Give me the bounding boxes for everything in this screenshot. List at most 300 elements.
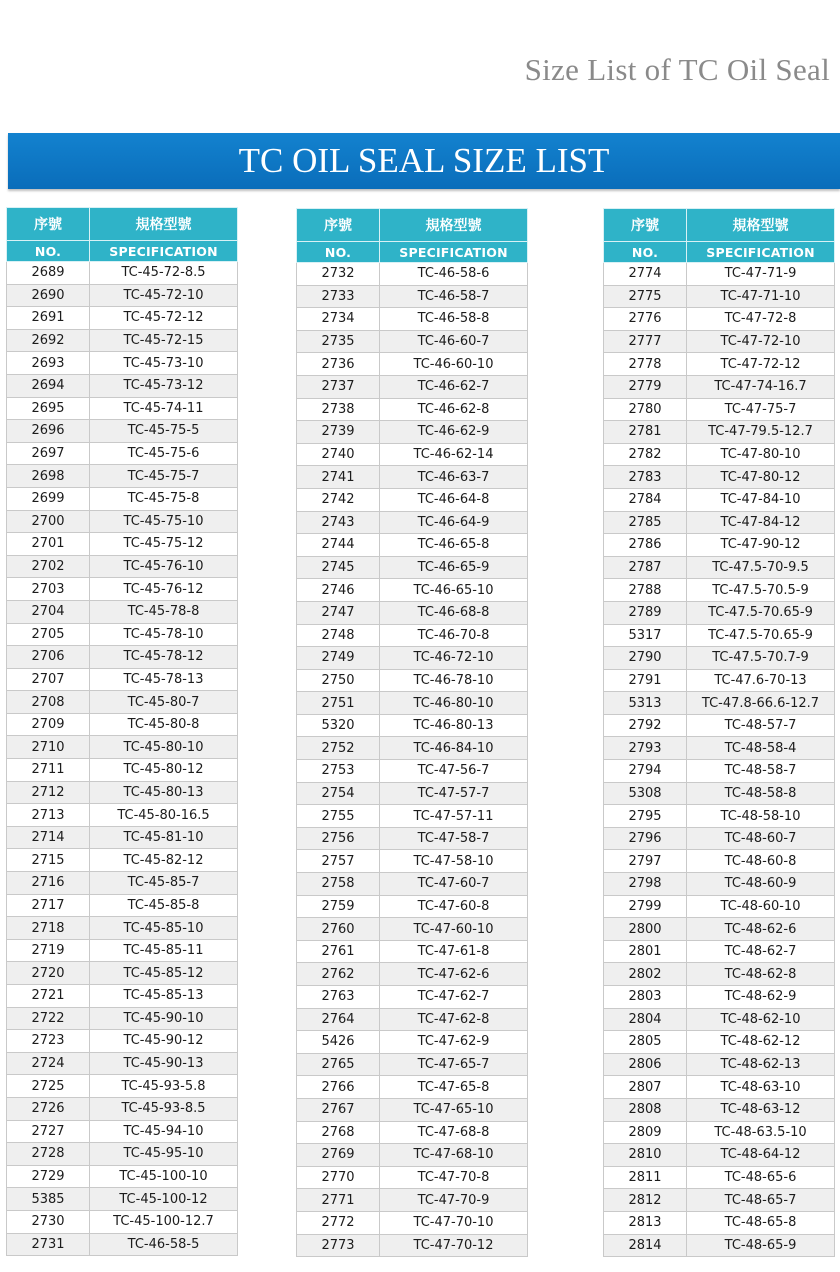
seal-spec-cell: TC-47.8-66.6-12.7	[687, 692, 835, 715]
seal-number-cell: 2801	[604, 940, 687, 963]
seal-number-cell: 2732	[297, 263, 380, 286]
seal-spec-cell: TC-47.5-70.65-9	[687, 601, 835, 624]
table-row	[7, 691, 238, 714]
seal-number-cell: 2702	[7, 555, 90, 578]
seal-number-cell: 2714	[7, 826, 90, 849]
table-row	[297, 827, 528, 850]
table-row	[604, 1008, 835, 1031]
seal-spec-cell: TC-45-85-12	[90, 962, 238, 985]
seal-spec-cell: TC-48-58-4	[687, 737, 835, 760]
seal-spec-cell: TC-47-56-7	[380, 760, 528, 783]
table-row	[297, 1234, 528, 1257]
seal-spec-cell: TC-45-73-10	[90, 352, 238, 375]
seal-number-cell: 2735	[297, 330, 380, 353]
seal-number-cell: 2734	[297, 308, 380, 331]
seal-spec-cell: TC-46-65-8	[380, 534, 528, 557]
table-row	[7, 939, 238, 962]
seal-spec-cell: TC-45-76-10	[90, 555, 238, 578]
table-row	[604, 986, 835, 1009]
seal-number-cell: 2749	[297, 647, 380, 670]
seal-spec-cell: TC-45-72-15	[90, 329, 238, 352]
seal-number-cell: 2781	[604, 421, 687, 444]
table-row	[297, 1144, 528, 1167]
seal-spec-cell: TC-48-65-6	[687, 1166, 835, 1189]
seal-spec-cell: TC-45-82-12	[90, 849, 238, 872]
seal-spec-cell: TC-46-60-10	[380, 353, 528, 376]
seal-spec-cell: TC-45-90-10	[90, 1007, 238, 1030]
seal-spec-cell: TC-47-72-12	[687, 353, 835, 376]
seal-spec-cell: TC-45-94-10	[90, 1120, 238, 1143]
seal-number-cell: 2746	[297, 579, 380, 602]
table-row	[297, 285, 528, 308]
seal-number-cell: 2713	[7, 804, 90, 827]
table-row	[297, 330, 528, 353]
seal-number-cell: 2789	[604, 601, 687, 624]
table-row	[604, 624, 835, 647]
seal-number-cell: 2802	[604, 963, 687, 986]
table-row	[297, 308, 528, 331]
seal-number-cell: 2740	[297, 443, 380, 466]
seal-number-cell: 2764	[297, 1008, 380, 1031]
table-row	[297, 873, 528, 896]
seal-spec-cell: TC-47-74-16.7	[687, 375, 835, 398]
seal-spec-cell: TC-46-62-9	[380, 421, 528, 444]
seal-number-cell: 2692	[7, 329, 90, 352]
seal-number-cell: 2695	[7, 397, 90, 420]
seal-number-cell: 2808	[604, 1098, 687, 1121]
table-row	[7, 1210, 238, 1233]
table-row	[7, 804, 238, 827]
seal-spec-cell: TC-48-62-12	[687, 1031, 835, 1054]
seal-number-cell: 2712	[7, 781, 90, 804]
seal-number-cell: 5320	[297, 714, 380, 737]
seal-number-cell: 2745	[297, 556, 380, 579]
seal-spec-cell: TC-47-84-12	[687, 511, 835, 534]
seal-number-cell: 2797	[604, 850, 687, 873]
table-row	[297, 511, 528, 534]
seal-number-cell: 2699	[7, 487, 90, 510]
table-row	[297, 579, 528, 602]
table-row	[7, 465, 238, 488]
seal-spec-cell: TC-48-58-7	[687, 760, 835, 783]
seal-number-cell: 2810	[604, 1144, 687, 1167]
seal-spec-cell: TC-45-90-12	[90, 1030, 238, 1053]
table-row	[297, 601, 528, 624]
seal-number-cell: 2770	[297, 1166, 380, 1189]
seal-spec-cell: TC-47-58-7	[380, 827, 528, 850]
seal-spec-cell: TC-48-63-10	[687, 1076, 835, 1099]
seal-spec-cell: TC-47-60-7	[380, 873, 528, 896]
seal-number-cell: 2730	[7, 1210, 90, 1233]
seal-spec-cell: TC-48-58-8	[687, 782, 835, 805]
seal-spec-cell: TC-48-60-7	[687, 827, 835, 850]
seal-spec-cell: TC-46-80-13	[380, 714, 528, 737]
seal-number-cell: 2726	[7, 1097, 90, 1120]
table-row	[297, 760, 528, 783]
seal-number-cell: 2741	[297, 466, 380, 489]
table-row	[604, 534, 835, 557]
table-row	[297, 556, 528, 579]
table-row	[297, 263, 528, 286]
seal-spec-cell: TC-47-70-12	[380, 1234, 528, 1257]
seal-number-cell: 2747	[297, 601, 380, 624]
seal-number-cell: 2813	[604, 1211, 687, 1234]
table-row	[297, 692, 528, 715]
seal-number-cell: 5313	[604, 692, 687, 715]
table-row	[604, 805, 835, 828]
seal-spec-cell: TC-45-74-11	[90, 397, 238, 420]
header-no-cn: 序號	[297, 209, 380, 242]
seal-number-cell: 2787	[604, 556, 687, 579]
table-row	[7, 623, 238, 646]
table-row	[7, 713, 238, 736]
seal-number-cell: 5317	[604, 624, 687, 647]
table-row	[7, 646, 238, 669]
seal-spec-cell: TC-45-85-10	[90, 917, 238, 940]
seal-number-cell: 2743	[297, 511, 380, 534]
seal-number-cell: 2773	[297, 1234, 380, 1257]
header-spec-en: SPECIFICATION	[380, 242, 528, 263]
seal-number-cell: 2812	[604, 1189, 687, 1212]
seal-number-cell: 2718	[7, 917, 90, 940]
table-row	[297, 421, 528, 444]
seal-number-cell: 2751	[297, 692, 380, 715]
seal-spec-cell: TC-48-63-12	[687, 1098, 835, 1121]
table-row	[7, 329, 238, 352]
table-row	[297, 805, 528, 828]
seal-spec-cell: TC-46-62-8	[380, 398, 528, 421]
table-row	[7, 442, 238, 465]
seal-number-cell: 2711	[7, 759, 90, 782]
table-row	[604, 669, 835, 692]
header-no-en: NO.	[297, 242, 380, 263]
seal-number-cell: 2757	[297, 850, 380, 873]
seal-spec-cell: TC-48-58-10	[687, 805, 835, 828]
seal-spec-cell: TC-48-60-10	[687, 895, 835, 918]
seal-spec-cell: TC-47-62-8	[380, 1008, 528, 1031]
table-row	[604, 1234, 835, 1257]
table-row	[297, 1098, 528, 1121]
table-row	[7, 397, 238, 420]
seal-spec-cell: TC-46-70-8	[380, 624, 528, 647]
seal-spec-cell: TC-47-60-8	[380, 895, 528, 918]
seal-number-cell: 2793	[604, 737, 687, 760]
seal-number-cell: 2759	[297, 895, 380, 918]
seal-spec-cell: TC-45-80-16.5	[90, 804, 238, 827]
seal-number-cell: 2744	[297, 534, 380, 557]
seal-spec-cell: TC-47-72-10	[687, 330, 835, 353]
seal-number-cell: 2811	[604, 1166, 687, 1189]
table-row	[7, 1165, 238, 1188]
table-row	[297, 1008, 528, 1031]
seal-spec-cell: TC-46-72-10	[380, 647, 528, 670]
seal-spec-cell: TC-47-70-10	[380, 1211, 528, 1234]
seal-number-cell: 2777	[604, 330, 687, 353]
table-row	[297, 918, 528, 941]
table-row	[7, 668, 238, 691]
seal-spec-cell: TC-45-85-8	[90, 894, 238, 917]
seal-spec-cell: TC-45-78-10	[90, 623, 238, 646]
seal-spec-cell: TC-45-85-11	[90, 939, 238, 962]
table-row	[297, 534, 528, 557]
header-spec-en: SPECIFICATION	[687, 242, 835, 263]
table-row	[604, 1166, 835, 1189]
seal-number-cell: 2690	[7, 284, 90, 307]
seal-spec-cell: TC-47-71-10	[687, 285, 835, 308]
table-row	[604, 1031, 835, 1054]
seal-number-cell: 2803	[604, 986, 687, 1009]
seal-number-cell: 2788	[604, 579, 687, 602]
table-row	[7, 1030, 238, 1053]
seal-spec-cell: TC-47.5-70.65-9	[687, 624, 835, 647]
seal-number-cell: 2742	[297, 488, 380, 511]
seal-number-cell: 2762	[297, 963, 380, 986]
seal-spec-cell: TC-45-100-12.7	[90, 1210, 238, 1233]
table-row	[297, 714, 528, 737]
table-row	[604, 873, 835, 896]
table-row	[7, 1075, 238, 1098]
seal-spec-cell: TC-47-57-7	[380, 782, 528, 805]
seal-spec-cell: TC-47-57-11	[380, 805, 528, 828]
seal-spec-cell: TC-48-62-13	[687, 1053, 835, 1076]
table-row	[7, 555, 238, 578]
seal-number-cell: 2705	[7, 623, 90, 646]
seal-number-cell: 2754	[297, 782, 380, 805]
table-row	[297, 1189, 528, 1212]
table-row	[7, 420, 238, 443]
table-row	[604, 714, 835, 737]
table-row	[604, 556, 835, 579]
seal-number-cell: 2700	[7, 510, 90, 533]
table-body	[297, 263, 528, 1257]
table-row	[604, 1121, 835, 1144]
seal-spec-cell: TC-48-62-6	[687, 918, 835, 941]
table-row	[604, 511, 835, 534]
table-row	[7, 1233, 238, 1256]
seal-number-cell: 2778	[604, 353, 687, 376]
size-table-left	[6, 207, 238, 1256]
seal-spec-cell: TC-47-65-10	[380, 1098, 528, 1121]
seal-number-cell: 2772	[297, 1211, 380, 1234]
header-spec-en: SPECIFICATION	[90, 241, 238, 262]
seal-number-cell: 2731	[7, 1233, 90, 1256]
seal-number-cell: 2689	[7, 262, 90, 285]
seal-number-cell: 2807	[604, 1076, 687, 1099]
seal-number-cell: 2799	[604, 895, 687, 918]
table-row	[7, 510, 238, 533]
seal-spec-cell: TC-47-62-7	[380, 986, 528, 1009]
seal-spec-cell: TC-48-62-9	[687, 986, 835, 1009]
seal-spec-cell: TC-47-90-12	[687, 534, 835, 557]
seal-spec-cell: TC-47-75-7	[687, 398, 835, 421]
table-row	[297, 1121, 528, 1144]
table-row	[7, 759, 238, 782]
table-body	[604, 263, 835, 1257]
seal-number-cell: 2768	[297, 1121, 380, 1144]
seal-number-cell: 2814	[604, 1234, 687, 1257]
table-row	[604, 579, 835, 602]
seal-spec-cell: TC-47.5-70-9.5	[687, 556, 835, 579]
seal-spec-cell: TC-46-64-9	[380, 511, 528, 534]
seal-spec-cell: TC-47-68-8	[380, 1121, 528, 1144]
seal-number-cell: 2707	[7, 668, 90, 691]
table-row	[604, 1144, 835, 1167]
seal-spec-cell: TC-45-93-5.8	[90, 1075, 238, 1098]
seal-spec-cell: TC-46-62-14	[380, 443, 528, 466]
table-row	[604, 398, 835, 421]
seal-spec-cell: TC-45-72-12	[90, 307, 238, 330]
size-table-middle	[296, 208, 528, 1257]
seal-spec-cell: TC-45-100-10	[90, 1165, 238, 1188]
seal-number-cell: 2739	[297, 421, 380, 444]
seal-spec-cell: TC-46-80-10	[380, 692, 528, 715]
seal-number-cell: 2709	[7, 713, 90, 736]
table-row	[297, 940, 528, 963]
seal-spec-cell: TC-46-58-7	[380, 285, 528, 308]
table-row	[297, 782, 528, 805]
table-row	[604, 850, 835, 873]
table-row	[604, 375, 835, 398]
seal-spec-cell: TC-46-78-10	[380, 669, 528, 692]
seal-number-cell: 2698	[7, 465, 90, 488]
table-row	[604, 1053, 835, 1076]
table-row	[297, 398, 528, 421]
table-row	[297, 1031, 528, 1054]
seal-number-cell: 2779	[604, 375, 687, 398]
seal-number-cell: 2717	[7, 894, 90, 917]
seal-spec-cell: TC-45-75-8	[90, 487, 238, 510]
seal-number-cell: 2704	[7, 600, 90, 623]
table-row	[604, 443, 835, 466]
seal-spec-cell: TC-46-68-8	[380, 601, 528, 624]
seal-number-cell: 2729	[7, 1165, 90, 1188]
seal-spec-cell: TC-48-60-9	[687, 873, 835, 896]
table-row	[604, 918, 835, 941]
seal-spec-cell: TC-47.5-70.7-9	[687, 647, 835, 670]
seal-number-cell: 5308	[604, 782, 687, 805]
seal-number-cell: 2806	[604, 1053, 687, 1076]
table-row	[297, 1211, 528, 1234]
seal-number-cell: 2716	[7, 872, 90, 895]
seal-number-cell: 2780	[604, 398, 687, 421]
seal-number-cell: 2708	[7, 691, 90, 714]
seal-spec-cell: TC-46-60-7	[380, 330, 528, 353]
table-row	[7, 962, 238, 985]
seal-number-cell: 2771	[297, 1189, 380, 1212]
table-row	[604, 308, 835, 331]
seal-number-cell: 2782	[604, 443, 687, 466]
seal-number-cell: 2792	[604, 714, 687, 737]
table-row	[7, 894, 238, 917]
table-row	[7, 917, 238, 940]
seal-number-cell: 2724	[7, 1052, 90, 1075]
table-row	[604, 737, 835, 760]
table-row	[297, 1076, 528, 1099]
table-row	[604, 466, 835, 489]
seal-spec-cell: TC-45-80-12	[90, 759, 238, 782]
table-row	[7, 578, 238, 601]
seal-spec-cell: TC-46-63-7	[380, 466, 528, 489]
header-no-cn: 序號	[604, 209, 687, 242]
table-row	[604, 330, 835, 353]
seal-spec-cell: TC-46-58-5	[90, 1233, 238, 1256]
table-row	[7, 374, 238, 397]
table-row	[297, 466, 528, 489]
seal-spec-cell: TC-45-80-8	[90, 713, 238, 736]
seal-spec-cell: TC-48-60-8	[687, 850, 835, 873]
header-spec-cn: 規格型號	[380, 209, 528, 242]
seal-spec-cell: TC-47-62-6	[380, 963, 528, 986]
seal-spec-cell: TC-48-57-7	[687, 714, 835, 737]
seal-number-cell: 2693	[7, 352, 90, 375]
seal-spec-cell: TC-45-75-12	[90, 533, 238, 556]
table-row	[297, 1053, 528, 1076]
table-row	[297, 353, 528, 376]
seal-spec-cell: TC-47-79.5-12.7	[687, 421, 835, 444]
seal-number-cell: 2694	[7, 374, 90, 397]
seal-number-cell: 2733	[297, 285, 380, 308]
table-row	[7, 1143, 238, 1166]
header-no-en: NO.	[604, 242, 687, 263]
seal-number-cell: 5385	[7, 1188, 90, 1211]
seal-spec-cell: TC-47-65-8	[380, 1076, 528, 1099]
table-row	[297, 963, 528, 986]
header-spec-cn: 規格型號	[687, 209, 835, 242]
seal-number-cell: 2710	[7, 736, 90, 759]
seal-number-cell: 2696	[7, 420, 90, 443]
seal-spec-cell: TC-45-100-12	[90, 1188, 238, 1211]
seal-number-cell: 2786	[604, 534, 687, 557]
table-row	[7, 985, 238, 1008]
seal-spec-cell: TC-46-64-8	[380, 488, 528, 511]
seal-number-cell: 2736	[297, 353, 380, 376]
table-row	[604, 263, 835, 286]
table-row	[7, 1120, 238, 1143]
seal-spec-cell: TC-45-78-12	[90, 646, 238, 669]
seal-spec-cell: TC-48-62-8	[687, 963, 835, 986]
seal-number-cell: 2748	[297, 624, 380, 647]
seal-spec-cell: TC-47-84-10	[687, 488, 835, 511]
table-row	[604, 760, 835, 783]
seal-spec-cell: TC-45-72-8.5	[90, 262, 238, 285]
seal-spec-cell: TC-47-60-10	[380, 918, 528, 941]
seal-number-cell: 2765	[297, 1053, 380, 1076]
seal-spec-cell: TC-45-85-13	[90, 985, 238, 1008]
seal-number-cell: 2804	[604, 1008, 687, 1031]
table-row	[7, 1188, 238, 1211]
table-row	[297, 986, 528, 1009]
table-row	[297, 895, 528, 918]
table-row	[604, 963, 835, 986]
table-row	[297, 488, 528, 511]
seal-number-cell: 2753	[297, 760, 380, 783]
seal-spec-cell: TC-46-65-10	[380, 579, 528, 602]
seal-number-cell: 2790	[604, 647, 687, 670]
seal-spec-cell: TC-48-65-8	[687, 1211, 835, 1234]
table-row	[297, 1166, 528, 1189]
table-row	[7, 1097, 238, 1120]
table-row	[604, 1076, 835, 1099]
seal-number-cell: 2795	[604, 805, 687, 828]
table-row	[297, 669, 528, 692]
seal-spec-cell: TC-47-65-7	[380, 1053, 528, 1076]
seal-number-cell: 2785	[604, 511, 687, 534]
table-row	[604, 353, 835, 376]
seal-number-cell: 2758	[297, 873, 380, 896]
table-row	[604, 647, 835, 670]
seal-spec-cell: TC-47-62-9	[380, 1031, 528, 1054]
seal-spec-cell: TC-47-70-8	[380, 1166, 528, 1189]
